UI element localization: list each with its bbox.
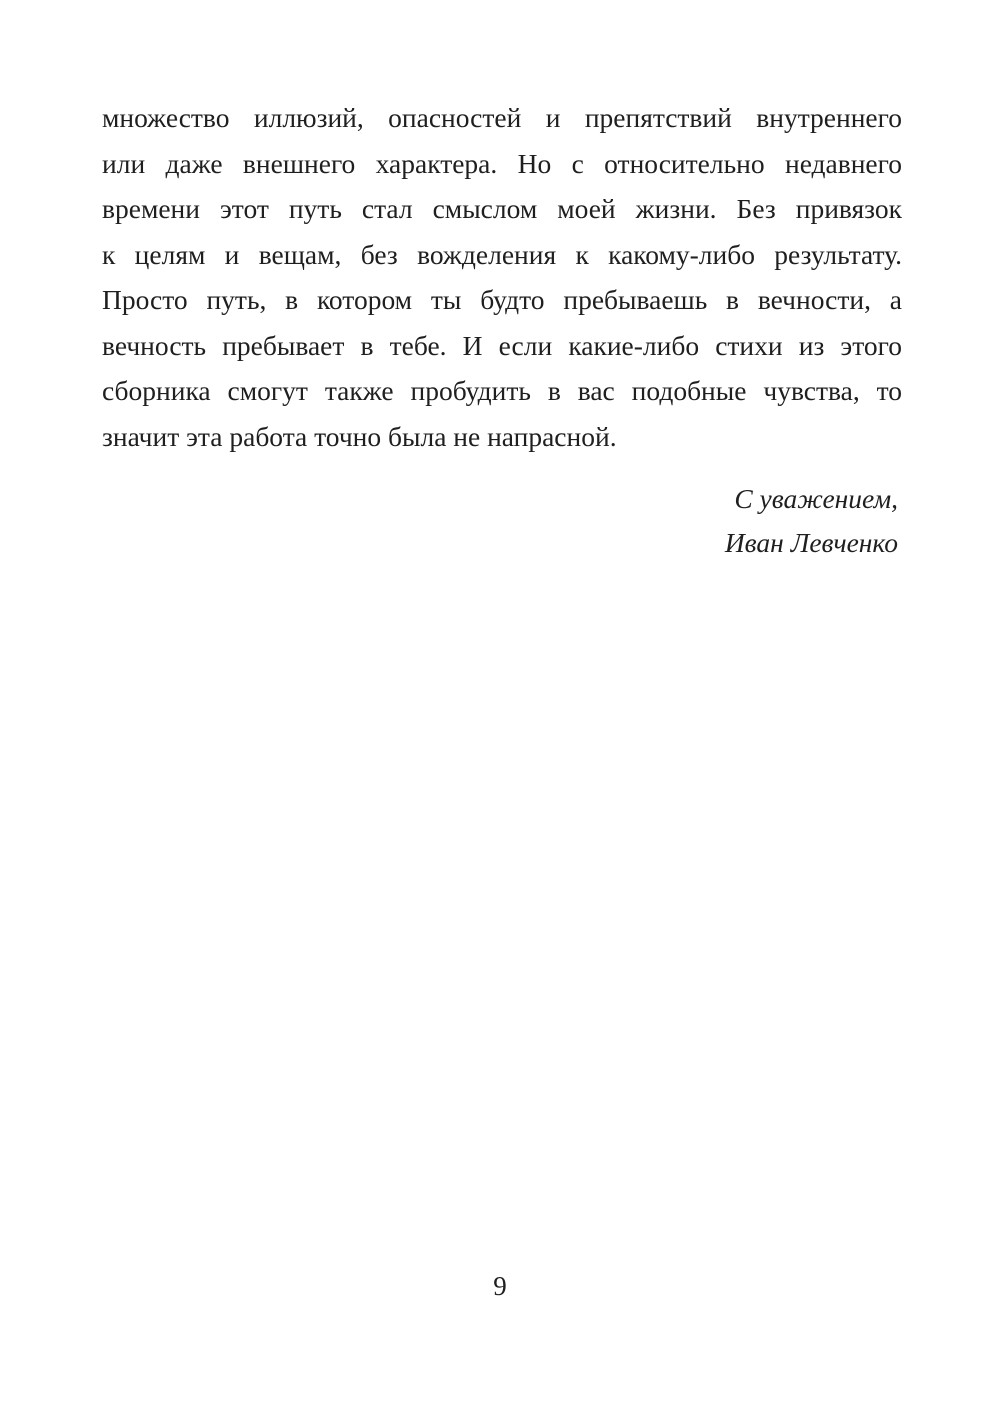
paragraph-line: или даже внешнего характера. Но с относительно недавнего xyxy=(102,147,902,179)
paragraph-line: значит эта работа точно была не напрасной. xyxy=(102,420,617,452)
paragraph-line: к целям и вещам, без вожделения к какому-либо результату. xyxy=(102,238,902,270)
signature-block xyxy=(725,477,898,565)
page-number: 9 xyxy=(493,1271,507,1301)
paragraph-line: Просто путь, в котором ты будто пребываешь в вечности, а xyxy=(102,284,902,315)
paragraph-line: вечность пребывает в тебе. И если какие-либо стихи из этого xyxy=(102,329,902,361)
body-paragraph xyxy=(102,95,902,459)
paragraph-line: множество иллюзий, опасностей и препятствий внутреннего xyxy=(102,102,902,133)
signature-closing: С уважением, xyxy=(734,483,898,514)
paragraph-line: времени этот путь стал смыслом моей жизни. Без привязок xyxy=(102,193,902,224)
signature-author: Иван Левченко xyxy=(724,527,898,558)
paragraph-line: сборника смогут также пробудить в вас подобные чувства, то xyxy=(102,375,902,406)
